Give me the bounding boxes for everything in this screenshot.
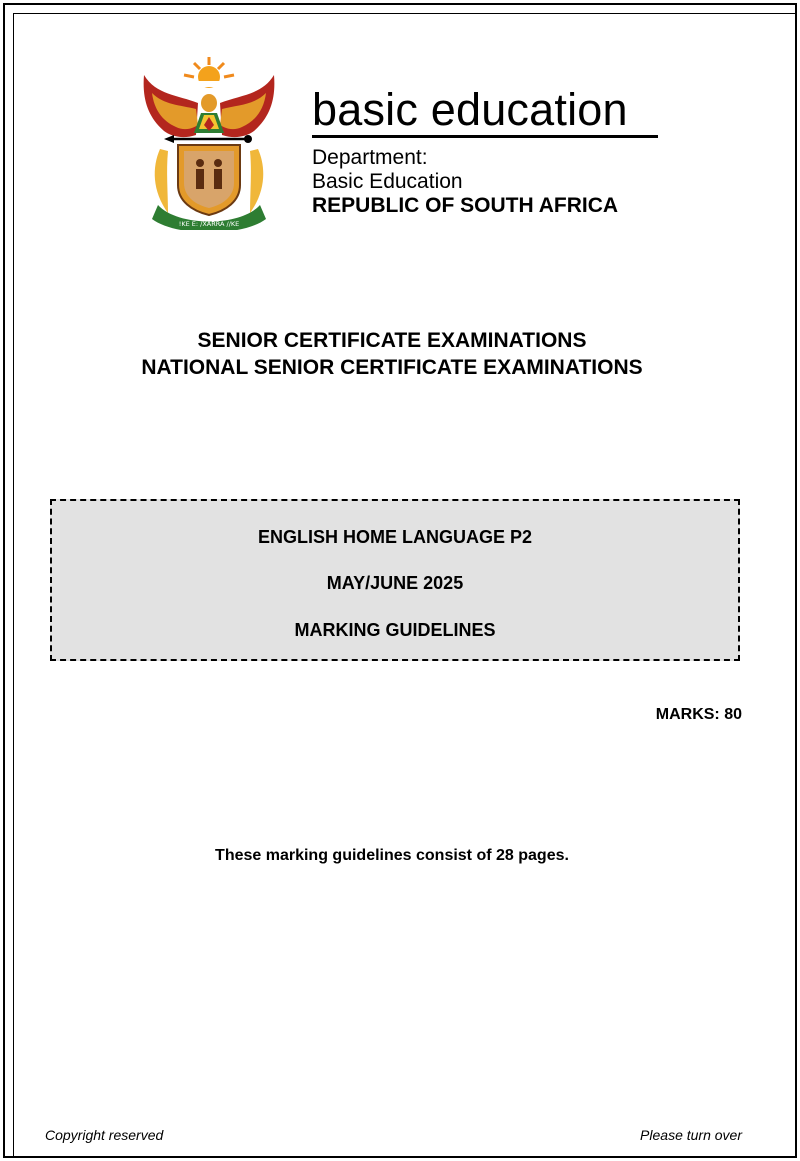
total-marks: MARKS: 80 <box>655 706 742 723</box>
country-name: REPUBLIC OF SOUTH AFRICA <box>312 194 619 217</box>
document-type: MARKING GUIDELINES <box>294 620 496 640</box>
subject-box <box>50 499 740 661</box>
shield-icon <box>178 145 240 215</box>
department-label: Department: <box>312 146 428 169</box>
brand-title: basic education <box>312 84 628 135</box>
page-count-note: These marking guidelines consist of 28 pages. <box>215 847 569 864</box>
footer-copyright: Copyright reserved <box>45 1127 164 1143</box>
exam-title-line2: NATIONAL SENIOR CERTIFICATE EXAMINATIONS <box>141 356 643 379</box>
svg-text:!KE E: /XARRA //KE: !KE E: /XARRA //KE <box>178 220 240 228</box>
exam-title-line1: SENIOR CERTIFICATE EXAMINATIONS <box>197 329 587 352</box>
footer-turn-over: Please turn over <box>640 1127 742 1143</box>
bird-icon <box>194 94 224 133</box>
sun-icon <box>178 57 240 88</box>
department-name: Basic Education <box>312 170 463 193</box>
subject-title: ENGLISH HOME LANGUAGE P2 <box>257 527 533 547</box>
brand-underline <box>312 135 658 138</box>
coat-of-arms-icon <box>138 55 280 230</box>
exam-session: MAY/JUNE 2025 <box>326 573 464 593</box>
